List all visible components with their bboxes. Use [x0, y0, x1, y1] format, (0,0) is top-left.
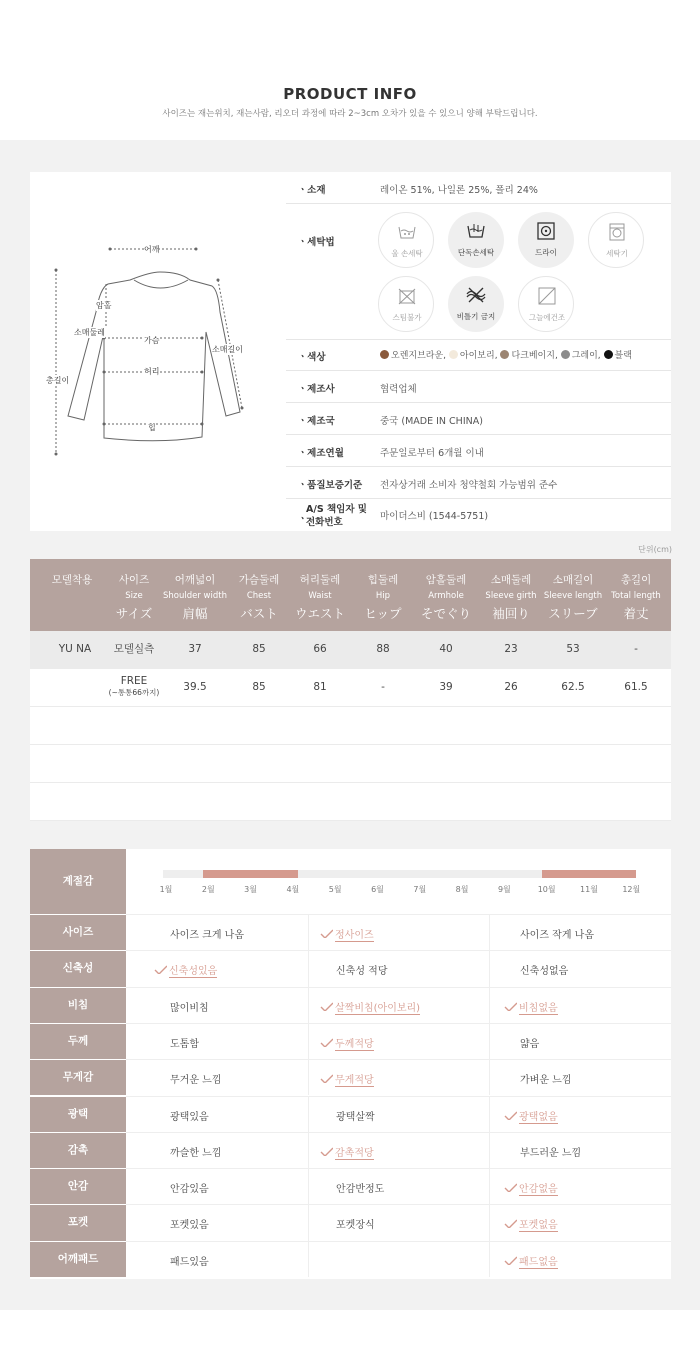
wash-label-hand-wash: 울 손세탁	[391, 249, 423, 258]
info-row-date	[286, 435, 671, 467]
info-label-as-line2: 전화번호	[306, 517, 343, 528]
fabric-column-divider	[489, 1133, 490, 1168]
wash-label-dry-clean: 드라이	[535, 248, 557, 257]
wash-item-dry-clean	[518, 212, 574, 268]
fabric-option-text: 무거운 느낌	[170, 1075, 222, 1087]
season-month-label: 5월	[328, 885, 342, 894]
info-row-material	[286, 172, 671, 204]
info-value-maker: 협력업체	[380, 384, 417, 395]
diagram-label-hip: 힙	[148, 423, 156, 432]
size-row-free	[30, 669, 671, 707]
fabric-column-divider	[489, 915, 490, 950]
wash-label-hand-wash-separate: 단독손세탁	[457, 248, 495, 257]
fabric-option	[336, 962, 387, 977]
info-label-maker: ㆍ제조사	[298, 384, 335, 395]
fabric-row-season	[126, 849, 671, 915]
size-cell: 26	[504, 681, 518, 693]
color-item: 블랙	[604, 351, 632, 361]
fabric-label: 안감	[30, 1168, 126, 1204]
size-cell: -	[634, 643, 638, 655]
fabric-option-text: 비침없음	[519, 1002, 558, 1014]
check-icon	[320, 1038, 333, 1047]
fabric-option-text: 도톰함	[170, 1038, 199, 1050]
wash-item-shade-dry	[518, 276, 574, 332]
fabric-option-text: 신축성있음	[169, 966, 218, 978]
fabric-option	[520, 1071, 571, 1086]
size-diagram	[30, 172, 280, 531]
fabric-column-divider	[489, 1242, 490, 1277]
fabric-option-text: 포켓장식	[336, 1220, 375, 1232]
diagram-label-armhole: 암홀	[96, 301, 112, 310]
fabric-option	[170, 926, 244, 941]
season-month-label: 7월	[413, 885, 427, 894]
fabric-label: 포켓	[30, 1204, 126, 1240]
fabric-option-text: 두께적당	[335, 1038, 374, 1050]
size-cell: 85	[252, 681, 266, 693]
color-swatch	[500, 350, 509, 359]
wash-item-hand-wash-separate	[448, 212, 504, 268]
check-icon	[320, 1074, 333, 1083]
fabric-row	[126, 1023, 671, 1059]
fabric-option-text: 부드러운 느낌	[520, 1147, 582, 1159]
season-month-label: 4월	[286, 885, 300, 894]
info-label-colors: ㆍ색상	[298, 352, 326, 363]
fabric-option	[336, 1216, 375, 1231]
season-month-label: 8월	[455, 885, 469, 894]
fabric-option-text: 광택없음	[519, 1111, 558, 1123]
fabric-column-divider	[489, 1024, 490, 1059]
season-month-label: 3월	[244, 885, 257, 894]
fabric-column-divider	[308, 988, 309, 1023]
season-month-label: 1월	[159, 885, 173, 894]
info-row-quality	[286, 467, 671, 499]
fabric-column-divider	[308, 1097, 309, 1132]
fabric-option-text: 정사이즈	[335, 930, 374, 941]
check-icon	[320, 1147, 333, 1156]
fabric-option	[520, 926, 594, 941]
size-col-model: 모델착용	[51, 574, 93, 586]
fabric-option	[170, 1180, 209, 1195]
color-item: 아이보리,	[449, 351, 498, 361]
info-bullet-as: ㆍ	[298, 514, 308, 525]
fabric-label: 두께	[30, 1023, 126, 1059]
size-cell: 61.5	[624, 681, 648, 693]
diagram-label-waist: 허리	[144, 367, 160, 376]
size-cell: 66	[313, 643, 327, 655]
fabric-option	[170, 1071, 221, 1086]
size-cell: 모델실측	[113, 643, 155, 655]
fabric-option	[170, 1035, 199, 1050]
season-month-label: 11월	[580, 885, 598, 894]
check-icon	[504, 1111, 517, 1120]
diagram-label-shoulder: 어깨	[144, 245, 160, 254]
size-col-total-length: 총길이 Total length 着丈	[611, 574, 661, 621]
size-cell: 85	[252, 643, 266, 655]
size-row-empty	[30, 707, 671, 745]
fabric-option-selected	[320, 1144, 374, 1159]
diagram-label-chest: 가슴	[144, 336, 160, 345]
product-info-list	[286, 172, 671, 531]
check-icon	[320, 929, 333, 938]
fabric-column-divider	[489, 988, 490, 1023]
fabric-option-text: 포켓있음	[170, 1220, 209, 1232]
diagram-label-sleeve-length: 소매길이	[212, 345, 243, 354]
info-value-country: 중국 (MADE IN CHINA)	[380, 416, 483, 427]
size-cell: 37	[188, 643, 202, 655]
size-col-sleeve-length: 소매길이 Sleeve length スリーブ	[543, 574, 603, 621]
page-title: PRODUCT INFO	[283, 85, 417, 103]
size-col-hip: 힙둘레 Hip ヒップ	[364, 574, 402, 621]
fabric-option-selected	[320, 926, 374, 941]
fabric-option-text: 광택살짝	[336, 1111, 375, 1123]
fabric-option-text: 살짝비침(아이보리)	[335, 1002, 421, 1014]
fabric-option	[336, 1108, 375, 1123]
fabric-option-text: 감촉적당	[335, 1147, 374, 1159]
size-cell: YU NA	[58, 643, 92, 655]
color-swatch	[561, 350, 570, 359]
product-info-card	[30, 172, 671, 531]
dry-clean-icon	[536, 222, 556, 240]
size-cell: 40	[439, 643, 453, 655]
info-row-as	[286, 499, 671, 531]
fabric-label: 무게감	[30, 1059, 126, 1095]
fabric-label-season: 계절감	[30, 849, 126, 914]
fabric-option-text: 무게적당	[335, 1075, 374, 1087]
fabric-column-divider	[308, 1024, 309, 1059]
fabric-option-selected	[504, 1216, 558, 1231]
fabric-option-selected	[504, 999, 558, 1014]
fabric-option	[520, 1035, 539, 1050]
fabric-option-text: 신축성 적당	[336, 966, 388, 978]
season-month-label: 2월	[201, 885, 215, 894]
hand-wash-separate-icon	[466, 222, 486, 240]
fabric-option	[520, 962, 568, 977]
size-col-shoulder: 어깨넓이 Shoulder width 肩幅	[163, 574, 227, 621]
check-icon	[154, 965, 167, 974]
fabric-column-divider	[308, 1060, 309, 1095]
size-cell: 39.5	[183, 681, 207, 693]
info-label-as-line1: A/S 책임자 및	[306, 504, 367, 515]
fabric-option-text: 안감반정도	[336, 1184, 385, 1196]
fabric-option-selected	[154, 962, 217, 977]
info-label-washing: ㆍ세탁법	[298, 237, 335, 248]
color-list	[380, 348, 632, 361]
size-table-header	[30, 559, 671, 631]
wash-label-no-wring: 비틀기 금지	[456, 312, 496, 321]
season-month-label: 10월	[537, 885, 556, 894]
season-month-label: 12월	[622, 885, 641, 894]
size-col-size: 사이즈 Size サイズ	[115, 574, 153, 621]
info-value-material: 레이온 51%, 나일론 25%, 폴리 24%	[380, 185, 538, 196]
season-month-label: 9월	[497, 885, 511, 894]
fabric-label: 광택	[30, 1096, 126, 1132]
check-icon	[320, 1002, 333, 1011]
page-header	[0, 0, 700, 140]
fabric-option-text: 얇음	[520, 1038, 540, 1050]
fabric-option	[170, 1108, 209, 1123]
fabric-column-divider	[308, 1205, 309, 1240]
color-swatch	[449, 350, 458, 359]
wash-item-washing-machine	[588, 212, 644, 268]
size-col-waist: 허리둘레 Waist ウエスト	[294, 574, 345, 621]
no-wring-icon	[466, 286, 486, 304]
info-row-washing	[286, 204, 671, 340]
info-row-maker	[286, 371, 671, 403]
fabric-column-divider	[308, 1133, 309, 1168]
fabric-column-divider	[489, 1205, 490, 1240]
size-cell: 39	[439, 681, 453, 693]
size-row-model	[30, 631, 671, 669]
info-value-quality: 전자상거래 소비자 청약철회 가능범위 준수	[380, 480, 558, 491]
fabric-option-text: 안감있음	[170, 1184, 209, 1196]
fabric-label: 사이즈	[30, 914, 126, 950]
fabric-option-selected	[504, 1180, 558, 1195]
fabric-option	[336, 1180, 384, 1195]
fabric-column-divider	[489, 1097, 490, 1132]
info-value-as: 마이더스비 (1544-5751)	[380, 511, 489, 522]
fabric-option-text: 포켓없음	[519, 1220, 558, 1232]
fabric-option-selected	[320, 999, 420, 1014]
fabric-label: 어깨패드	[30, 1241, 126, 1277]
fabric-option-selected	[504, 1253, 558, 1268]
size-col-chest: 가슴둘레 Chest バスト	[238, 574, 280, 621]
fabric-option	[170, 999, 209, 1014]
fabric-option-text: 까슬한 느낌	[170, 1147, 222, 1159]
season-active-bar	[203, 870, 298, 878]
wash-label-washing-machine: 세탁기	[606, 249, 628, 258]
fabric-option-text: 안감없음	[519, 1184, 558, 1196]
info-row-colors	[286, 340, 671, 371]
diagram-label-total-length: 총길이	[46, 376, 70, 385]
fabric-option-text: 사이즈 크게 나옴	[170, 930, 244, 941]
page-subtitle: 사이즈는 재는위치, 재는사람, 리오더 과정에 따라 2~3cm 오차가 있을 수 있으니 양해 부탁드립니다.	[162, 109, 538, 119]
size-row-empty	[30, 783, 671, 821]
fabric-label: 감촉	[30, 1132, 126, 1168]
fabric-option	[170, 1253, 209, 1268]
color-swatch	[604, 350, 613, 359]
check-icon	[504, 1219, 517, 1228]
info-label-country: ㆍ제조국	[298, 416, 335, 427]
hand-wash-icon	[397, 223, 417, 241]
fabric-option-selected	[504, 1108, 558, 1123]
check-icon	[504, 1183, 517, 1192]
fabric-column-divider	[308, 1169, 309, 1204]
washing-machine-icon	[607, 223, 627, 241]
wash-label-no-steam: 스팀불가	[392, 313, 422, 322]
fabric-option-text: 많이비침	[170, 1002, 209, 1014]
no-steam-icon	[397, 287, 417, 305]
size-unit: 단위(cm)	[638, 545, 672, 554]
wash-label-shade-dry: 그늘에건조	[528, 313, 566, 322]
color-swatch	[380, 350, 389, 359]
fabric-column-divider	[308, 915, 309, 950]
fabric-option-text: 사이즈 작게 나옴	[520, 930, 594, 941]
size-col-armhole: 암홀둘레 Armhole そでぐり	[420, 574, 471, 621]
check-icon	[504, 1002, 517, 1011]
fabric-option-text: 광택있음	[170, 1111, 209, 1123]
fabric-option-text: 가벼운 느낌	[520, 1075, 572, 1087]
size-cell-free: FREE (~통통66까지)	[108, 675, 160, 697]
size-cell: 53	[566, 643, 580, 655]
size-col-sleeve-girth: 소매둘레 Sleeve girth 袖回り	[485, 574, 537, 621]
shade-dry-icon	[537, 287, 557, 305]
info-value-date: 주문일로부터 6개월 이내	[380, 448, 484, 459]
check-icon	[504, 1256, 517, 1265]
fabric-column-divider	[308, 1242, 309, 1277]
color-item: 그레이,	[561, 351, 601, 361]
size-cell: 81	[313, 681, 327, 693]
fabric-column-divider	[489, 1169, 490, 1204]
fabric-column-divider	[489, 1060, 490, 1095]
info-label-date: ㆍ제조연월	[298, 448, 344, 459]
fabric-option-text: 패드없음	[519, 1256, 558, 1268]
fabric-option-selected	[320, 1071, 374, 1086]
info-row-country	[286, 403, 671, 435]
info-label-quality: ㆍ품질보증기준	[298, 480, 363, 491]
season-month-label: 6월	[371, 885, 384, 894]
size-row-empty	[30, 745, 671, 783]
fabric-label: 비침	[30, 987, 126, 1023]
fabric-column-divider	[308, 951, 309, 986]
fabric-option-selected	[320, 1035, 374, 1050]
color-item: 오렌지브라운,	[380, 351, 446, 361]
wash-item-no-steam	[378, 276, 434, 332]
size-cell: 62.5	[561, 681, 585, 693]
wash-item-hand-wash	[378, 212, 434, 268]
fabric-label: 신축성	[30, 950, 126, 986]
size-cell: -	[381, 681, 385, 693]
season-active-bar	[542, 870, 637, 878]
fabric-column-divider	[489, 951, 490, 986]
fabric-option-text: 신축성없음	[520, 966, 569, 978]
fabric-option	[520, 1144, 581, 1159]
fabric-option-text: 패드있음	[170, 1256, 209, 1268]
color-item: 다크베이지,	[500, 351, 557, 361]
size-cell: 88	[376, 643, 390, 655]
fabric-option	[170, 1144, 221, 1159]
fabric-option	[170, 1216, 209, 1231]
size-cell: 23	[504, 643, 518, 655]
info-label-material: ㆍ소재	[298, 185, 326, 196]
wash-item-no-wring	[448, 276, 504, 332]
diagram-label-sleeve-girth: 소매둘레	[74, 328, 105, 337]
